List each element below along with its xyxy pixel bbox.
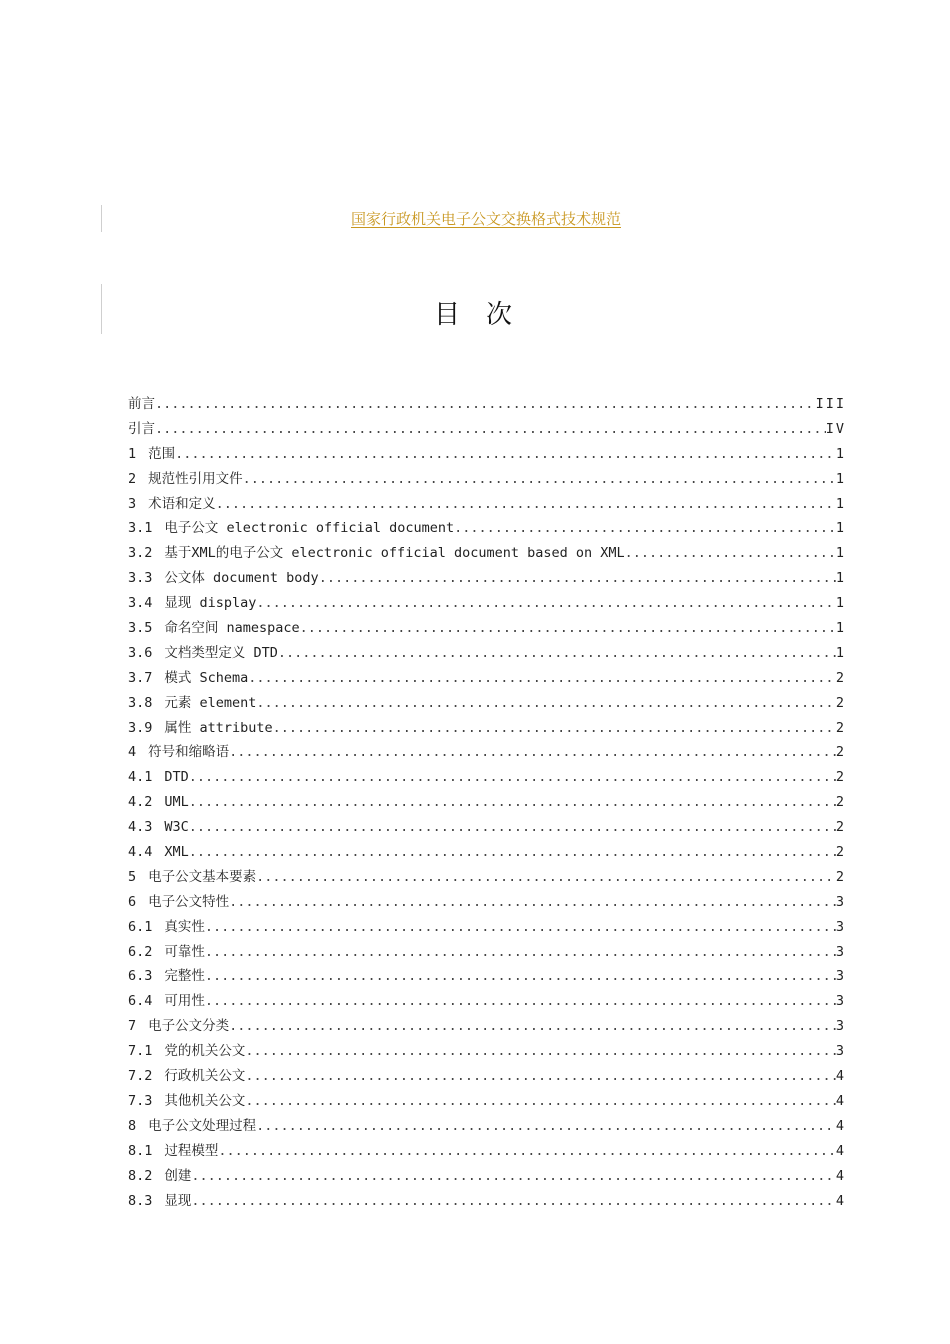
toc-entry[interactable] (128, 691, 846, 716)
toc-dot-leader (175, 442, 836, 467)
toc-entry-title: 范围 (148, 445, 176, 462)
toc-entry[interactable] (128, 641, 846, 666)
toc-entry-title: 引言 (128, 420, 155, 437)
toc-entry-title: 显现 (164, 1192, 192, 1209)
toc-entry-title: W3C (164, 819, 189, 836)
toc-entry-number: 3.9 (128, 719, 153, 736)
toc-entry-title: UML (164, 794, 189, 811)
toc-entry[interactable] (128, 815, 846, 840)
toc-entry-title: 电子公文 electronic official document (164, 520, 455, 537)
toc-entry[interactable] (128, 541, 846, 566)
toc-entry[interactable] (128, 1039, 846, 1064)
toc-dot-leader (273, 716, 836, 741)
toc-entry-page: 1 (835, 495, 846, 512)
toc-dot-leader (256, 691, 835, 716)
toc-entry[interactable] (128, 1064, 846, 1089)
toc-dot-leader (454, 516, 836, 541)
toc-entry[interactable] (128, 1139, 846, 1164)
toc-entry[interactable] (128, 1014, 846, 1039)
toc-dot-leader (300, 616, 836, 641)
toc-entry-page: 2 (835, 719, 846, 736)
toc-entry-title: 属性 attribute (164, 719, 273, 736)
toc-dot-leader (205, 915, 836, 940)
toc-entry-number: 2 (128, 470, 137, 487)
toc-entry-number: 8 (128, 1117, 137, 1134)
toc-entry-title: 电子公文基本要素 (148, 868, 257, 885)
toc-dot-leader (191, 1189, 835, 1214)
toc-entry-number: 7.1 (128, 1043, 153, 1060)
toc-entry[interactable] (128, 840, 846, 865)
toc-dot-leader (229, 890, 836, 915)
toc-entry[interactable] (128, 716, 846, 741)
toc-entry-title: DTD (164, 769, 189, 786)
toc-entry-number: 5 (128, 868, 137, 885)
toc-entry[interactable] (128, 616, 846, 641)
toc-dot-leader (189, 790, 836, 815)
toc-entry-page: 1 (835, 445, 846, 462)
toc-dot-leader (625, 541, 836, 566)
toc-entry-number: 3.4 (128, 595, 153, 612)
toc-dot-leader (229, 740, 836, 765)
toc-entry-title: 电子公文处理过程 (148, 1117, 257, 1134)
toc-dot-leader (155, 417, 826, 442)
toc-dot-leader (218, 1139, 835, 1164)
toc-entry-number: 3 (128, 495, 137, 512)
toc-dot-leader (189, 765, 836, 790)
toc-entry-title: 基于XML的电子公文 electronic official document based on XML (164, 545, 625, 562)
toc-entry-number: 8.3 (128, 1192, 153, 1209)
toc-entry-page: 3 (835, 893, 846, 910)
toc-entry-page: 2 (835, 819, 846, 836)
toc-entry[interactable] (128, 566, 846, 591)
toc-entry-title: 元素 element (164, 694, 257, 711)
toc-entry-number: 3.8 (128, 694, 153, 711)
toc-entry[interactable] (128, 516, 846, 541)
toc-entry-number: 3.1 (128, 520, 153, 537)
toc-entry-page: 4 (835, 1092, 846, 1109)
toc-entry-page: III (815, 396, 846, 412)
toc-entry-page: 3 (835, 993, 846, 1010)
toc-entry-page: 4 (835, 1068, 846, 1085)
toc-entry-page: 4 (835, 1167, 846, 1184)
toc-entry-number: 3.7 (128, 669, 153, 686)
toc-entry-number: 4.3 (128, 819, 153, 836)
toc-entry[interactable] (128, 1189, 846, 1214)
toc-entry[interactable] (128, 989, 846, 1014)
toc-dot-leader (229, 1014, 836, 1039)
toc-entry-title: 规范性引用文件 (148, 470, 243, 487)
toc-entry[interactable] (128, 591, 846, 616)
toc-entry-number: 3.6 (128, 644, 153, 661)
toc-entry-title: 可靠性 (164, 943, 205, 960)
toc-dot-leader (191, 1164, 835, 1189)
toc-entry-title: 党的机关公文 (164, 1043, 246, 1060)
toc-entry[interactable] (128, 1164, 846, 1189)
toc-entry-title: 创建 (164, 1167, 192, 1184)
toc-entry-page: 2 (835, 844, 846, 861)
toc-entry-title: 电子公文特性 (148, 893, 230, 910)
toc-entry-page: 1 (835, 520, 846, 537)
toc-entry-page: 3 (835, 968, 846, 985)
toc-dot-leader (256, 1114, 836, 1139)
toc-dot-leader (256, 865, 836, 890)
toc-entry[interactable] (128, 940, 846, 965)
toc-dot-leader (278, 641, 836, 666)
toc-entry-number: 3.3 (128, 570, 153, 587)
table-of-contents (128, 392, 846, 1213)
toc-entry-title: 行政机关公文 (164, 1068, 246, 1085)
toc-entry[interactable] (128, 666, 846, 691)
toc-entry[interactable] (128, 417, 846, 442)
toc-entry[interactable] (128, 442, 846, 467)
toc-entry-title: 过程模型 (164, 1142, 219, 1159)
toc-entry-number: 1 (128, 445, 137, 462)
toc-entry-number: 6.4 (128, 993, 153, 1010)
toc-dot-leader (245, 1089, 835, 1114)
toc-entry-page: IV (825, 420, 846, 437)
toc-entry-title: 其他机关公文 (164, 1092, 246, 1109)
toc-dot-leader (155, 392, 816, 417)
toc-entry-title: 可用性 (164, 993, 205, 1010)
toc-entry-page: 2 (835, 769, 846, 786)
toc-entry[interactable] (128, 1114, 846, 1139)
toc-entry-page: 3 (835, 943, 846, 960)
toc-entry-number: 4.2 (128, 794, 153, 811)
toc-entry-page: 1 (835, 470, 846, 487)
toc-heading: 目次 (433, 300, 538, 330)
toc-entry[interactable] (128, 865, 846, 890)
toc-entry-page: 2 (835, 669, 846, 686)
toc-entry[interactable] (128, 915, 846, 940)
toc-entry-title: 文档类型定义 DTD (164, 644, 278, 661)
toc-entry-title: 完整性 (164, 968, 205, 985)
toc-entry-page: 2 (835, 694, 846, 711)
toc-entry-title: XML (164, 844, 189, 861)
toc-entry-title: 符号和缩略语 (148, 744, 230, 761)
toc-entry[interactable] (128, 467, 846, 492)
toc-dot-leader (205, 989, 836, 1014)
toc-entry-title: 公文体 document body (164, 570, 319, 587)
toc-entry-page: 1 (835, 620, 846, 637)
toc-entry-number: 6.2 (128, 943, 153, 960)
toc-entry-number: 6.1 (128, 918, 153, 935)
document-title-link[interactable]: 国家行政机关电子公文交换格式技术规范 (350, 210, 621, 228)
toc-entry-number: 7.3 (128, 1092, 153, 1109)
toc-dot-leader (248, 666, 836, 691)
toc-dot-leader (216, 492, 836, 517)
toc-entry-number: 3.2 (128, 545, 153, 562)
toc-dot-leader (256, 591, 835, 616)
toc-entry-number: 3.5 (128, 620, 153, 637)
toc-entry-number: 4 (128, 744, 137, 761)
toc-entry-page: 4 (835, 1117, 846, 1134)
toc-entry-page: 1 (835, 570, 846, 587)
toc-entry[interactable] (128, 740, 846, 765)
toc-entry-number: 7.2 (128, 1068, 153, 1085)
toc-entry-page: 2 (835, 794, 846, 811)
toc-entry-page: 1 (835, 644, 846, 661)
toc-entry-page: 3 (835, 1018, 846, 1035)
toc-entry-number: 8.1 (128, 1142, 153, 1159)
toc-entry-page: 2 (835, 868, 846, 885)
toc-dot-leader (245, 1064, 835, 1089)
toc-dot-leader (205, 964, 836, 989)
toc-dot-leader (243, 467, 836, 492)
toc-entry-title: 模式 Schema (164, 669, 249, 686)
toc-entry[interactable] (128, 765, 846, 790)
toc-entry-page: 4 (835, 1142, 846, 1159)
toc-entry[interactable] (128, 492, 846, 517)
toc-entry-title: 术语和定义 (148, 495, 216, 512)
toc-entry-page: 1 (835, 595, 846, 612)
toc-dot-leader (189, 815, 836, 840)
toc-entry-number: 4.1 (128, 769, 153, 786)
toc-entry-page: 1 (835, 545, 846, 562)
toc-entry-title: 电子公文分类 (148, 1018, 230, 1035)
toc-entry-number: 6.3 (128, 968, 153, 985)
toc-entry-number: 4.4 (128, 844, 153, 861)
toc-entry-number: 6 (128, 893, 137, 910)
toc-entry[interactable] (128, 890, 846, 915)
toc-entry-page: 4 (835, 1192, 846, 1209)
toc-entry-page: 3 (835, 1043, 846, 1060)
toc-entry-title: 前言 (128, 396, 155, 412)
toc-entry[interactable] (128, 392, 846, 417)
toc-dot-leader (245, 1039, 835, 1064)
toc-entry-number: 8.2 (128, 1167, 153, 1184)
toc-dot-leader (319, 566, 836, 591)
toc-entry-page: 3 (835, 918, 846, 935)
toc-entry[interactable] (128, 1089, 846, 1114)
toc-entry-title: 命名空间 namespace (164, 620, 300, 637)
toc-dot-leader (205, 940, 836, 965)
toc-entry-number: 7 (128, 1018, 137, 1035)
toc-entry-page: 2 (835, 744, 846, 761)
toc-entry-title: 显现 display (164, 595, 257, 612)
toc-entry[interactable] (128, 964, 846, 989)
toc-dot-leader (189, 840, 836, 865)
toc-entry-title: 真实性 (164, 918, 205, 935)
toc-entry[interactable] (128, 790, 846, 815)
